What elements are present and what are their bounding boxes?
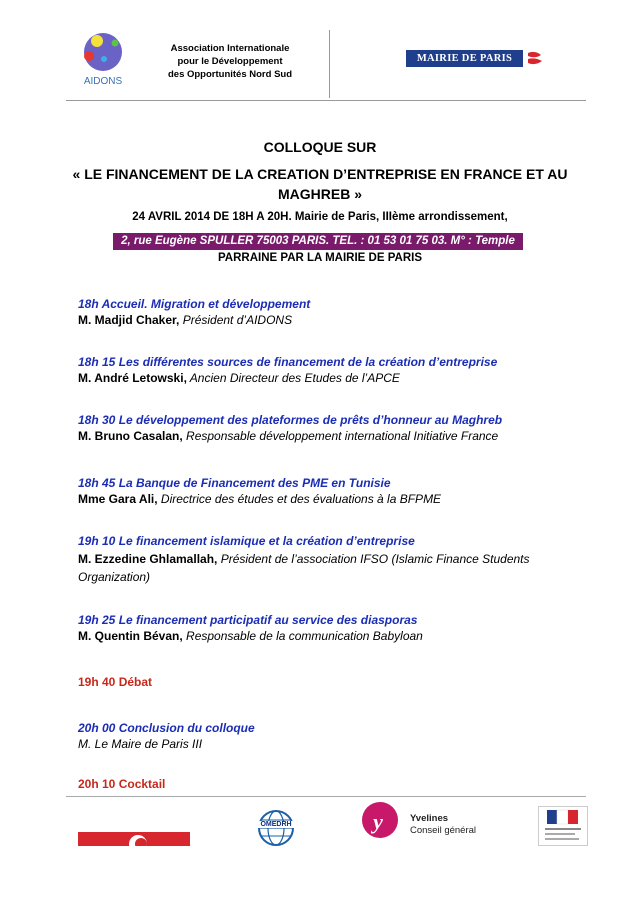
sponsor-line: PARRAINE PAR LA MAIRIE DE PARIS xyxy=(217,252,423,264)
agenda-title: 19h 40 Débat xyxy=(78,675,153,689)
agenda-title: 19h 25 Le financement participatif au service des diasporas xyxy=(78,613,418,627)
agenda-item xyxy=(78,776,578,792)
speaker-role: Président de l’association IFSO (Islamic Finance Students Organization) xyxy=(78,552,530,584)
speaker-role: Président d’AIDONS xyxy=(179,313,293,327)
aidons-label: AIDONS xyxy=(83,76,123,87)
agenda-item xyxy=(78,720,578,752)
agenda-title: 19h 10 Le financement islamique et la création d’entreprise xyxy=(78,534,415,548)
header-divider xyxy=(329,30,330,98)
tunisia-flag-logo xyxy=(78,826,190,846)
association-name xyxy=(150,42,310,81)
speaker-name: M. André Letowski, xyxy=(78,371,187,385)
agenda-item xyxy=(78,296,578,328)
speaker-role: Responsable de la communication Babyloan xyxy=(182,629,423,643)
omedrh-label: OMEDRH xyxy=(256,821,296,828)
title-line-1: COLLOQUE SUR xyxy=(263,139,377,155)
marianne-icon xyxy=(539,807,587,845)
omedrh-logo xyxy=(250,800,302,848)
footer-rule xyxy=(66,796,586,797)
agenda-item xyxy=(78,674,578,690)
republique-francaise-logo xyxy=(538,806,588,846)
speaker-name: M. Ezzedine Ghlamallah, xyxy=(78,552,218,566)
speaker-name: M. Quentin Bévan, xyxy=(78,629,183,643)
title-line-2: « LE FINANCEMENT DE LA CREATION D’ENTREPRISE EN FRANCE ET AU MAGHREB » xyxy=(72,166,568,202)
agenda-title: 20h 10 Cocktail xyxy=(78,777,166,791)
yvelines-logo xyxy=(360,800,400,840)
assoc-line-2: pour le Développement xyxy=(177,56,283,67)
event-address: 2, rue Eugène SPULLER 75003 PARIS. TEL. : 01 53 01 75 03. M° : Temple xyxy=(113,233,523,250)
speaker-role: M. Le Maire de Paris III xyxy=(78,737,203,751)
yvelines-text xyxy=(410,813,476,837)
paris-ship-icon xyxy=(525,50,545,67)
aidons-logo xyxy=(78,32,128,87)
speaker-name: M. Madjid Chaker, xyxy=(78,313,180,327)
agenda-item xyxy=(78,354,578,386)
assoc-line-3: des Opportunités Nord Sud xyxy=(167,69,293,80)
agenda-item xyxy=(78,532,578,586)
flag-icon xyxy=(78,826,190,846)
agenda-title: 18h 45 La Banque de Financement des PME en Tunisie xyxy=(78,476,391,490)
mairie-de-paris-logo xyxy=(406,50,546,67)
agenda-title: 18h Accueil. Migration et développement xyxy=(78,297,311,311)
aidons-logo-icon xyxy=(78,32,128,87)
event-date: 24 AVRIL 2014 DE 18H A 20H. Mairie de Paris, IIIème arrondissement, xyxy=(132,211,508,223)
speaker-role: Ancien Directeur des Etudes de l’APCE xyxy=(186,371,400,385)
svg-text:y: y xyxy=(373,809,383,834)
agenda-title: 18h 15 Les différentes sources de financement de la création d’entreprise xyxy=(78,355,498,369)
header-rule xyxy=(66,100,586,101)
speaker-name: Mme Gara Ali, xyxy=(78,492,158,506)
agenda-title: 18h 30 Le développement des plateformes de prêts d’honneur au Maghreb xyxy=(78,413,503,427)
mairie-label: MAIRIE DE PARIS xyxy=(406,50,523,67)
agenda-item xyxy=(78,612,578,644)
speaker-role: Directrice des études et des évaluations à la BFPME xyxy=(157,492,442,506)
yvelines-name: Yvelines xyxy=(410,813,449,824)
yvelines-y-icon xyxy=(360,800,400,840)
yvelines-council: Conseil général xyxy=(410,825,477,836)
assoc-line-1: Association Internationale xyxy=(170,43,290,54)
agenda-title: 20h 00 Conclusion du colloque xyxy=(78,721,255,735)
agenda-item xyxy=(78,412,578,444)
speaker-name: M. Bruno Casalan, xyxy=(78,429,183,443)
speaker-role: Responsable développement international Initiative France xyxy=(182,429,499,443)
agenda-item xyxy=(78,475,578,507)
